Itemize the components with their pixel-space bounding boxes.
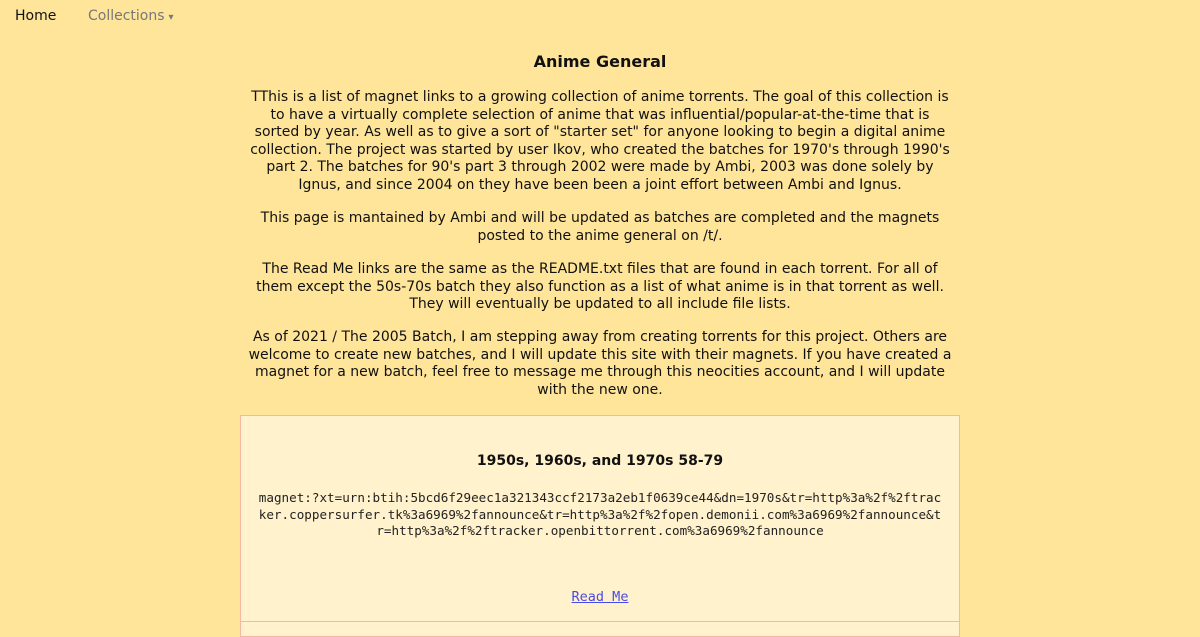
readme-info-paragraph: The Read Me links are the same as the README.txt files that are found in each torrent. For all of them except the 50s-70s batch they also function as a list of what anime is in that torrent as well. They will eventually be updated to all include file lists. — [256, 261, 944, 313]
readme-container — [241, 589, 959, 605]
batch-card — [240, 415, 960, 637]
magnet-link-text[interactable]: magnet:?xt=urn:btih:5bcd6f29eec1a321343ccf2173a2eb1f0639ce44&dn=1970s&tr=http%3a%2f%2ftracker.coppersurfer.tk%3a6969%2fannounce&tr=http%3a%2f%2fopen.demonii.com%3a6969%2fannounce&tr=http%3a%2f%2ftracker.openbittorrent.com%3a6969%2fannounce — [258, 490, 942, 539]
page-title: Anime General — [533, 52, 667, 71]
nav-collections-dropdown[interactable] — [88, 8, 174, 24]
readme-link[interactable]: Read Me — [571, 589, 629, 605]
top-nav — [0, 0, 1200, 34]
nav-collections-label: Collections — [88, 8, 165, 24]
nav-home-link[interactable]: Home — [15, 8, 57, 24]
maintainer-paragraph: This page is mantained by Ambi and will be updated as batches are completed and the magnets posted to the anime general on /t/. — [260, 210, 940, 244]
status-paragraph: As of 2021 / The 2005 Batch, I am stepping away from creating torrents for this project. Others are welcome to create new batches, and I will update this site with their magnets. If you have created a magnet for a new batch, feel free to message me through this neocities account, and I will update with the new one. — [248, 329, 952, 398]
intro-paragraph: TThis is a list of magnet links to a growing collection of anime torrents. The goal of this collection is to have a virtually complete selection of anime that was influential/popular-at-the-time that is sorted by year. As well as to give a sort of "starter set" for anyone looking to begin a digital anime collection. The project was started by user Ikov, who created the batches for 1970's through 1990's part 2. The batches for 90's part 3 through 2002 were made by Ambi, 2003 was done solely by Ignus, and since 2004 on they have been been a joint effort between Ambi and Ignus. — [250, 89, 950, 193]
batch-title: 1950s, 1960s, and 1970s 58-79 — [476, 453, 724, 469]
chevron-down-icon: ▾ — [168, 12, 174, 23]
